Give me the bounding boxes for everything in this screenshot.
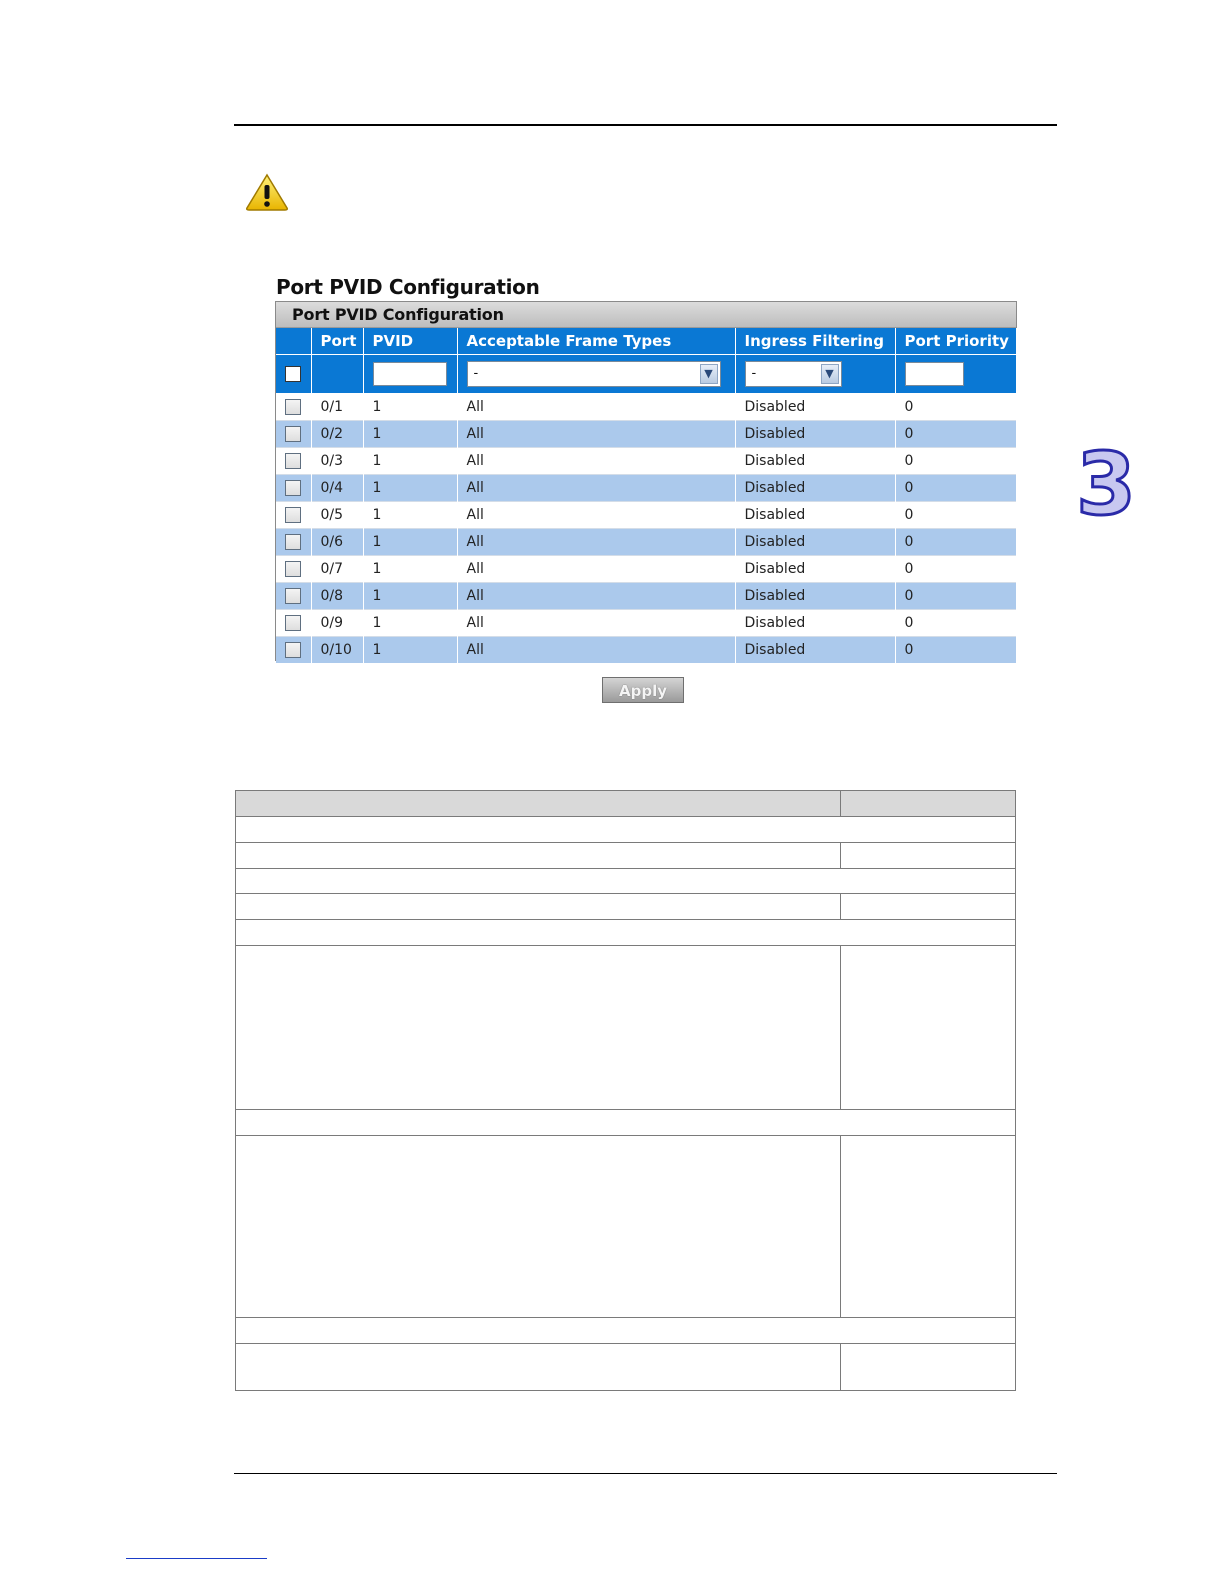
column-header-port: Port [311, 328, 363, 355]
pvid-cell: 1 [363, 610, 457, 637]
table-row [276, 556, 1016, 583]
column-header-priority: Port Priority [895, 328, 1016, 355]
pvid-cell: 1 [363, 556, 457, 583]
column-rule [840, 1135, 841, 1317]
table-row [276, 394, 1016, 421]
header-rule [234, 124, 1057, 126]
table-header-row [276, 328, 1016, 355]
port-cell: 0/9 [311, 610, 363, 637]
footer-rule [234, 1473, 1057, 1474]
port-cell: 0/2 [311, 421, 363, 448]
table-rule [236, 816, 1015, 817]
row-select-cell [276, 637, 311, 664]
chevron-down-icon: ▼ [700, 364, 718, 384]
table-rule [236, 842, 1015, 843]
frame-types-cell: All [457, 583, 735, 610]
pvid-input[interactable] [373, 362, 447, 386]
parameter-table-header [236, 791, 1015, 816]
port-cell: 0/7 [311, 556, 363, 583]
frame-types-cell: All [457, 421, 735, 448]
apply-button[interactable]: Apply [602, 677, 684, 703]
table-row [276, 421, 1016, 448]
table-body [276, 394, 1016, 664]
port-priority-cell: 0 [895, 610, 1016, 637]
row-checkbox[interactable] [285, 561, 301, 577]
ingress-filtering-cell: Disabled [735, 583, 895, 610]
row-select-cell [276, 475, 311, 502]
port-priority-cell: 0 [895, 556, 1016, 583]
port-priority-cell: 0 [895, 529, 1016, 556]
ingress-filtering-cell: Disabled [735, 637, 895, 664]
column-header-frame-types: Acceptable Frame Types [457, 328, 735, 355]
frame-types-cell: All [457, 475, 735, 502]
column-header-ingress: Ingress Filtering [735, 328, 895, 355]
filter-ingress-cell [735, 355, 895, 394]
row-select-cell [276, 556, 311, 583]
ingress-filtering-cell: Disabled [735, 421, 895, 448]
column-rule [840, 842, 841, 868]
row-select-cell [276, 421, 311, 448]
table-row [276, 529, 1016, 556]
chapter-number: 3 [1076, 435, 1136, 535]
column-rule [840, 893, 841, 919]
port-cell: 0/3 [311, 448, 363, 475]
ingress-filtering-cell: Disabled [735, 502, 895, 529]
table-rule [236, 1135, 1015, 1136]
parameter-table [235, 790, 1016, 1391]
port-priority-cell: 0 [895, 637, 1016, 664]
pvid-panel [275, 301, 1017, 661]
row-select-cell [276, 583, 311, 610]
row-checkbox[interactable] [285, 615, 301, 631]
table-rule [236, 868, 1015, 869]
port-cell: 0/6 [311, 529, 363, 556]
frame-types-cell: All [457, 610, 735, 637]
table-rule [236, 893, 1015, 894]
port-cell: 0/10 [311, 637, 363, 664]
filter-port-cell [311, 355, 363, 394]
row-checkbox[interactable] [285, 642, 301, 658]
pvid-table [276, 328, 1017, 663]
port-priority-cell: 0 [895, 583, 1016, 610]
port-cell: 0/4 [311, 475, 363, 502]
row-select-cell [276, 502, 311, 529]
pvid-cell: 1 [363, 583, 457, 610]
pvid-cell: 1 [363, 502, 457, 529]
row-checkbox[interactable] [285, 399, 301, 415]
select-all-cell [276, 355, 311, 394]
chevron-down-icon: ▼ [821, 364, 839, 384]
pvid-cell: 1 [363, 421, 457, 448]
port-cell: 0/8 [311, 583, 363, 610]
port-priority-input[interactable] [905, 362, 964, 386]
ingress-filtering-cell: Disabled [735, 529, 895, 556]
select-all-checkbox[interactable] [285, 366, 301, 382]
select-header [276, 328, 311, 355]
port-cell: 0/5 [311, 502, 363, 529]
port-priority-cell: 0 [895, 475, 1016, 502]
row-checkbox[interactable] [285, 426, 301, 442]
table-rule [236, 1109, 1015, 1110]
panel-title: Port PVID Configuration [276, 302, 1016, 328]
ingress-filtering-cell: Disabled [735, 394, 895, 421]
column-header-pvid: PVID [363, 328, 457, 355]
column-rule [840, 1343, 841, 1390]
filter-pvid-cell [363, 355, 457, 394]
ingress-filtering-cell: Disabled [735, 556, 895, 583]
pvid-cell: 1 [363, 448, 457, 475]
ingress-filtering-cell: Disabled [735, 475, 895, 502]
frame-types-value: - [473, 366, 479, 381]
pvid-cell: 1 [363, 529, 457, 556]
filter-priority-cell [895, 355, 1016, 394]
frame-types-cell: All [457, 529, 735, 556]
frame-types-cell: All [457, 394, 735, 421]
row-checkbox[interactable] [285, 480, 301, 496]
ingress-filtering-cell: Disabled [735, 610, 895, 637]
column-rule [840, 791, 841, 816]
row-select-cell [276, 610, 311, 637]
port-priority-cell: 0 [895, 448, 1016, 475]
table-rule [236, 919, 1015, 920]
ingress-filtering-select[interactable] [745, 361, 842, 387]
table-row [276, 610, 1016, 637]
column-rule [840, 945, 841, 1109]
pvid-cell: 1 [363, 637, 457, 664]
row-checkbox[interactable] [285, 534, 301, 550]
port-priority-cell: 0 [895, 421, 1016, 448]
port-priority-cell: 0 [895, 502, 1016, 529]
frame-types-cell: All [457, 637, 735, 664]
table-row [276, 502, 1016, 529]
table-row [276, 637, 1016, 664]
chapter-tab [1076, 435, 1136, 535]
port-cell: 0/1 [311, 394, 363, 421]
table-row [276, 583, 1016, 610]
row-select-cell [276, 529, 311, 556]
ingress-filtering-value: - [751, 366, 757, 381]
table-rule [236, 945, 1015, 946]
filter-frame-types-cell [457, 355, 735, 394]
row-select-cell [276, 448, 311, 475]
row-checkbox[interactable] [285, 507, 301, 523]
row-select-cell [276, 394, 311, 421]
table-row [276, 448, 1016, 475]
warning-icon [244, 172, 290, 212]
screen-title: Port PVID Configuration [276, 275, 540, 299]
table-rule [236, 1343, 1015, 1344]
frame-types-cell: All [457, 502, 735, 529]
row-checkbox[interactable] [285, 588, 301, 604]
frame-types-select[interactable] [467, 361, 721, 387]
table-row [276, 475, 1016, 502]
port-priority-cell: 0 [895, 394, 1016, 421]
frame-types-cell: All [457, 448, 735, 475]
filter-row [276, 355, 1016, 394]
ingress-filtering-cell: Disabled [735, 448, 895, 475]
pvid-cell: 1 [363, 475, 457, 502]
pvid-cell: 1 [363, 394, 457, 421]
footer-link[interactable] [126, 1558, 267, 1559]
frame-types-cell: All [457, 556, 735, 583]
table-rule [236, 1317, 1015, 1318]
row-checkbox[interactable] [285, 453, 301, 469]
